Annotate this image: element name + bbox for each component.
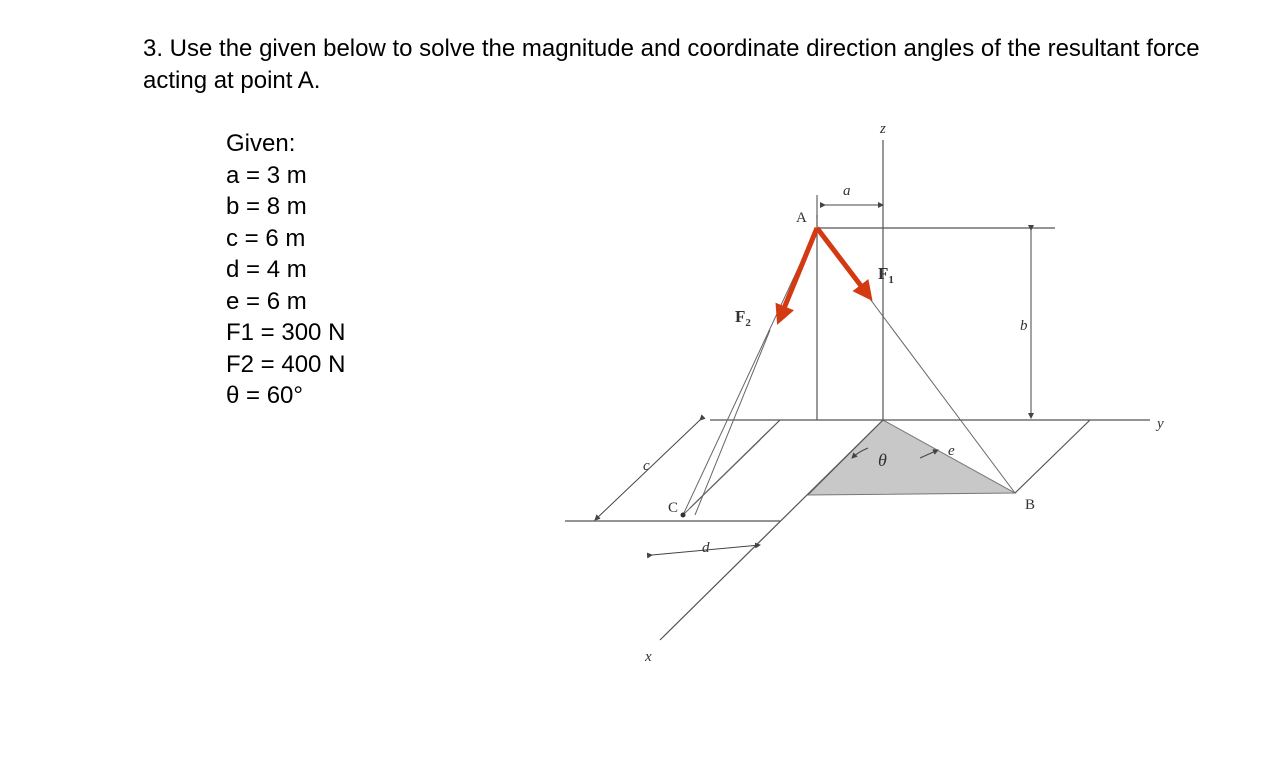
shaded-triangle: [808, 420, 1015, 495]
label-a-point: A: [796, 210, 807, 226]
label-theta: θ: [878, 450, 887, 470]
c-to-plane-line: [683, 440, 760, 515]
label-b-dim: b: [1020, 318, 1028, 334]
f1-arrow: [817, 228, 868, 295]
label-a-dim: a: [843, 183, 851, 199]
given-c: c = 6 m: [226, 224, 306, 252]
given-heading: Given:: [226, 130, 296, 157]
point-c: [681, 513, 686, 518]
x-axis-line: [660, 420, 883, 640]
label-f1: $F_1$: [878, 264, 894, 286]
label-y: y: [1157, 416, 1164, 432]
label-c-dim: c: [643, 458, 650, 474]
given-theta: θ = 60°: [226, 382, 303, 409]
problem-statement: 3. Use the given below to solve the magnitude and coordinate direction angles of the resultant force acting at point A.: [143, 35, 1200, 94]
given-b: b = 8 m: [226, 193, 307, 220]
given-d: d = 4 m: [226, 256, 307, 283]
cable-a-c-2: [695, 330, 770, 515]
plane-edge-line: [1015, 420, 1090, 493]
label-f2: $F_2$: [735, 307, 751, 329]
label-z: z: [880, 121, 886, 137]
f2-arrow: [780, 228, 817, 318]
label-c-point: C: [668, 500, 679, 516]
given-a: a = 3 m: [226, 161, 307, 189]
label-x: x: [645, 649, 652, 665]
given-f1: F1 = 300 N: [226, 319, 346, 346]
given-f2: F2 = 400 N: [226, 350, 346, 378]
given-e: e = 6 m: [226, 287, 307, 315]
label-b-point: B: [1025, 497, 1036, 513]
label-e-dim: e: [948, 443, 955, 459]
label-d-dim: d: [702, 540, 710, 556]
